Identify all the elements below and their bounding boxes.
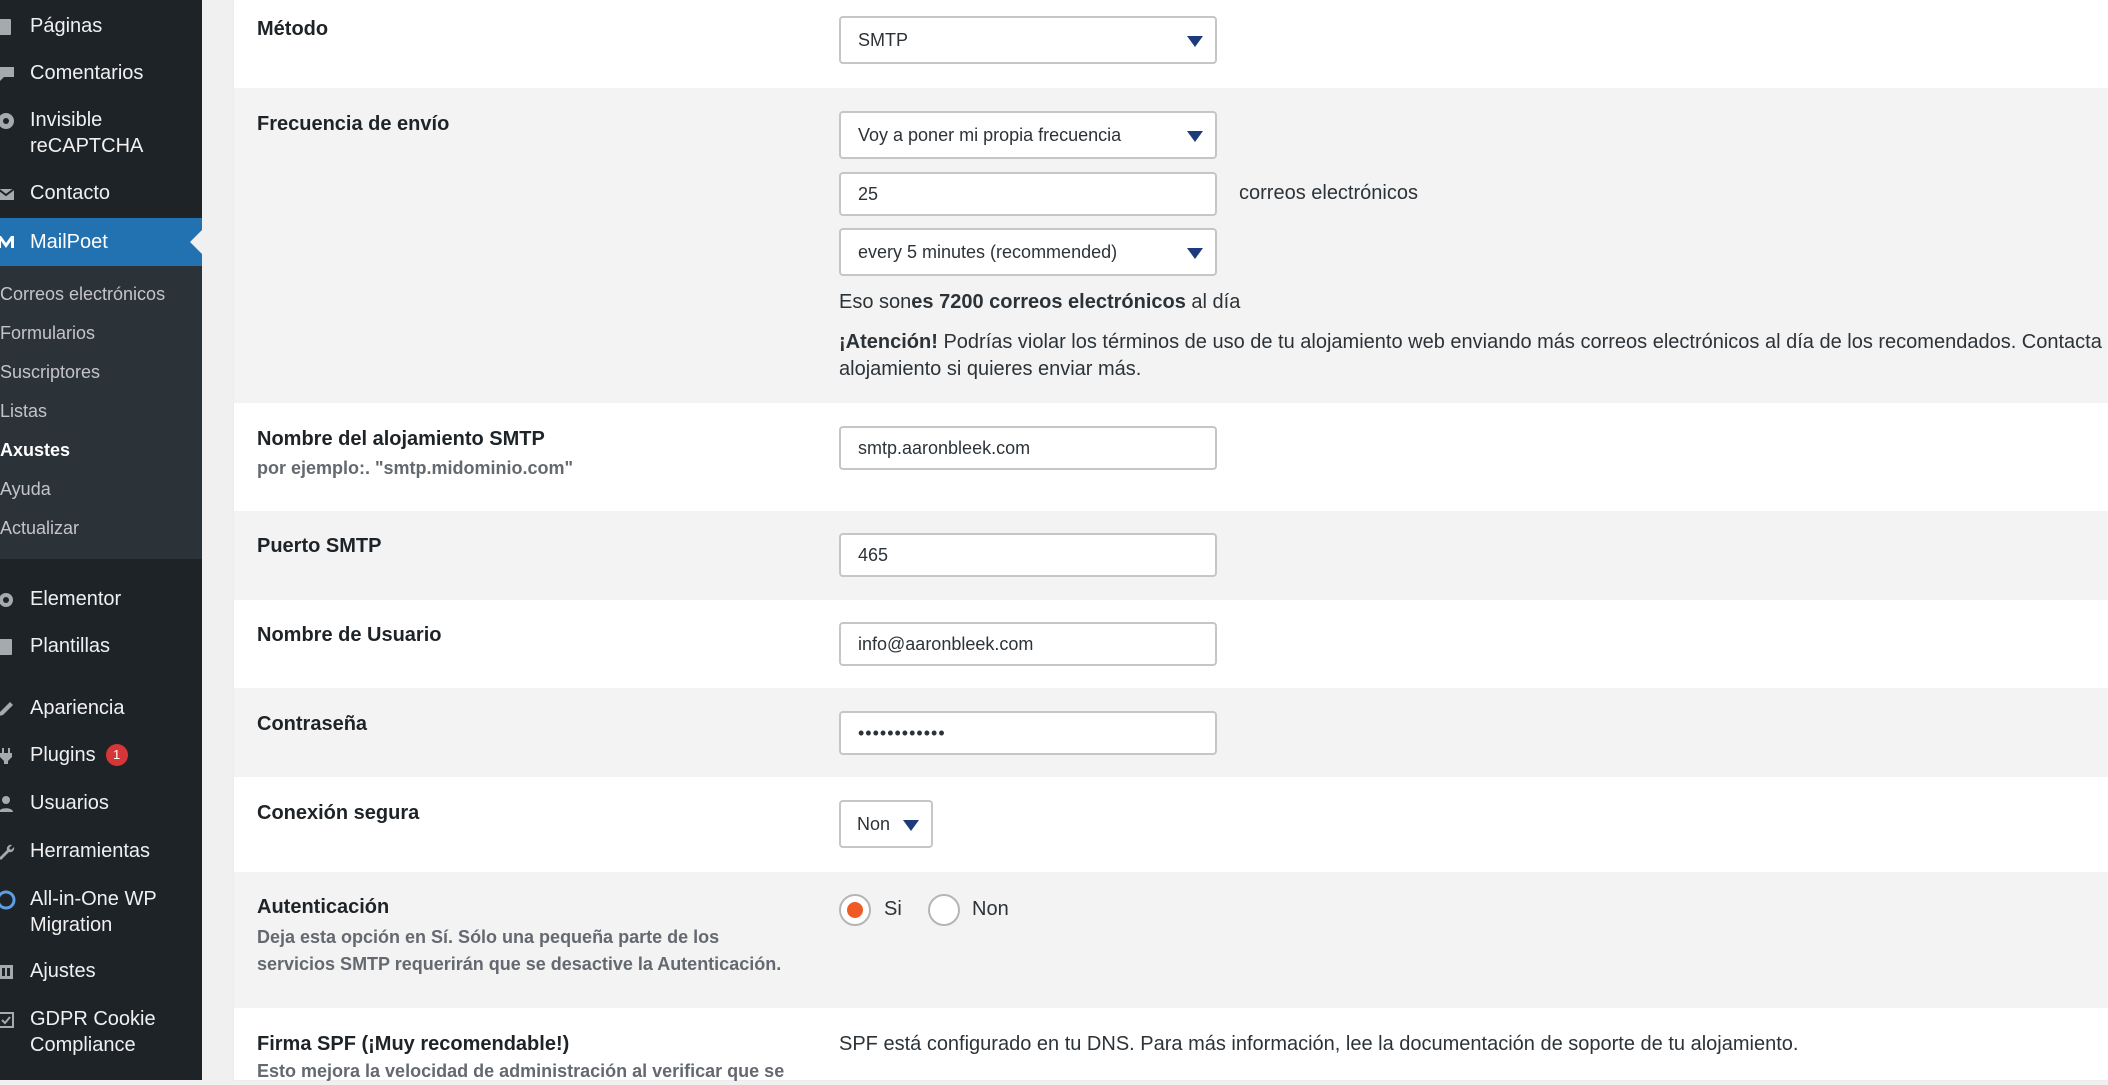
sidebar-item-label: GDPR Cookie Compliance [30,1008,156,1056]
users-icon [0,794,16,814]
pages-icon [0,17,16,37]
frequency-label: Frecuencia de envío [257,113,450,135]
sidebar-item-label: All-in-One WP Migration [30,888,157,936]
sidebar-item-label: Herramientas [30,840,151,862]
submenu-item-actualizar[interactable]: Actualizar [0,518,80,538]
chevron-down-icon [1187,248,1203,259]
submenu-item-formularios[interactable]: Formularios [0,323,96,343]
sidebar-item-label: Páginas [30,15,103,37]
elementor-icon [0,590,16,610]
sidebar-item-paginas[interactable] [0,13,202,41]
sidebar-item-label: Ajustes [30,960,96,982]
plugins-icon [0,746,16,766]
chevron-down-icon [903,820,919,831]
auth-desc-line2: servicios SMTP requerirán que se desactive la Autenticación. [257,954,782,974]
secure-connection-row [234,777,2108,872]
summary-suffix: al día [1185,291,1241,313]
update-count-badge: 1 [106,744,128,766]
secure-connection-value: Non [857,814,891,834]
comments-icon [0,64,16,84]
frequency-summary [839,291,1240,314]
smtp-port-label: Puerto SMTP [257,535,382,557]
method-label: Método [257,18,329,40]
emails-count-input[interactable]: 25 [839,172,1217,216]
templates-icon [0,637,16,657]
sidebar-item-label [30,742,200,768]
sidebar-item-gdpr[interactable] [0,1006,202,1058]
auth-desc-line1: Deja esta opción en Sí. Sólo una pequeña parte de los [257,927,720,947]
password-label: Contraseña [257,713,368,735]
chevron-down-icon [1187,131,1203,142]
migration-icon [0,890,16,910]
frequency-warning [839,329,2102,383]
sidebar-item-mailpoet[interactable] [0,218,202,266]
mailpoet-icon [0,232,16,252]
sidebar-item-label: Apariencia [30,697,125,719]
smtp-host-desc: por ejemplo:. "smtp.midominio.com" [257,458,574,478]
sidebar-item-plantillas[interactable] [0,633,202,661]
auth-no-label[interactable]: Non [972,898,1009,920]
submenu-item-listas[interactable]: Listas [0,401,48,421]
sidebar-item-ajustes[interactable] [0,958,202,986]
username-input[interactable]: info@aaronbleek.com [839,622,1217,666]
sidebar-item-usuarios[interactable] [0,790,202,818]
mail-icon [0,184,16,204]
frequency-interval-value: every 5 minutes (recommended) [858,242,1118,262]
spf-label: Firma SPF (¡Muy recomendable!) [257,1033,570,1055]
sidebar-item-plugins[interactable] [0,742,202,770]
summary-prefix: Eso son [839,291,912,313]
secure-connection-label: Conexión segura [257,802,420,824]
auth-desc [257,924,781,978]
sidebar-item-comentarios[interactable] [0,60,202,88]
sidebar-item-herramientas[interactable] [0,838,202,866]
submenu-item-suscriptores[interactable]: Suscriptores [0,362,101,382]
method-select-value: SMTP [858,30,909,50]
spf-desc: Esto mejora la velocidad de administración al verificar que se [257,1061,785,1081]
plugins-label: Plugins [30,744,96,766]
gdpr-icon [0,1010,16,1030]
sidebar-item-elementor[interactable] [0,586,202,614]
password-input[interactable]: •••••••••••• [839,711,1217,755]
auth-yes-radio[interactable] [839,894,871,926]
method-select[interactable] [839,16,1217,64]
warning-strong: ¡Atención! [839,331,938,353]
tools-icon [0,842,16,862]
sidebar-item-label: Contacto [30,182,111,204]
sidebar-item-label: Elementor [30,588,122,610]
frequency-interval-select[interactable] [839,228,1217,276]
recaptcha-icon [0,111,16,131]
frequency-mode-value: Voy a poner mi propia frecuencia [858,125,1122,145]
auth-no-radio[interactable] [928,894,960,926]
username-label: Nombre de Usuario [257,624,442,646]
sidebar-item-label: Usuarios [30,792,109,814]
spf-status: SPF está configurado en tu DNS. Para más información, lee la documentación de soporte de tu alojamiento. [839,1033,1799,1055]
settings-icon [0,962,16,982]
smtp-port-input[interactable]: 465 [839,533,1217,577]
submenu-item-ayuda[interactable]: Ayuda [0,479,51,499]
submenu-item-correos[interactable]: Correos electrónicos [0,284,166,304]
warning-line2: alojamiento si quieres enviar más. [839,358,1142,380]
mailpoet-submenu [0,266,202,559]
sidebar-item-label: MailPoet [30,231,108,253]
sidebar-item-recaptcha[interactable] [0,107,202,159]
chevron-down-icon [1187,36,1203,47]
sidebar-item-label: Comentarios [30,62,144,84]
emails-count-suffix: correos electrónicos [1239,182,1418,204]
active-indicator [190,230,202,254]
sidebar-item-label: Invisible reCAPTCHA [30,109,144,157]
sidebar-item-contacto[interactable] [0,180,202,208]
smtp-host-label: Nombre del alojamiento SMTP [257,428,545,450]
frequency-mode-select[interactable] [839,111,1217,159]
summary-total: es 7200 correos electrónicos [911,291,1186,313]
warning-line1: Podrías violar los términos de uso de tu alojamiento web enviando más correos electrónicos al día de los recomendados. Contacta [937,331,2102,353]
sidebar-item-apariencia[interactable] [0,695,202,723]
secure-connection-select[interactable] [839,800,933,848]
sidebar-item-label: Plantillas [30,635,111,657]
auth-yes-label[interactable]: Si [884,898,902,920]
smtp-host-input[interactable]: smtp.aaronbleek.com [839,426,1217,470]
appearance-icon [0,699,16,719]
sidebar-item-all-in-one-migration[interactable] [0,886,202,938]
auth-label: Autenticación [257,896,390,918]
submenu-item-axustes[interactable]: Axustes [0,440,71,460]
admin-sidebar [0,0,202,1080]
